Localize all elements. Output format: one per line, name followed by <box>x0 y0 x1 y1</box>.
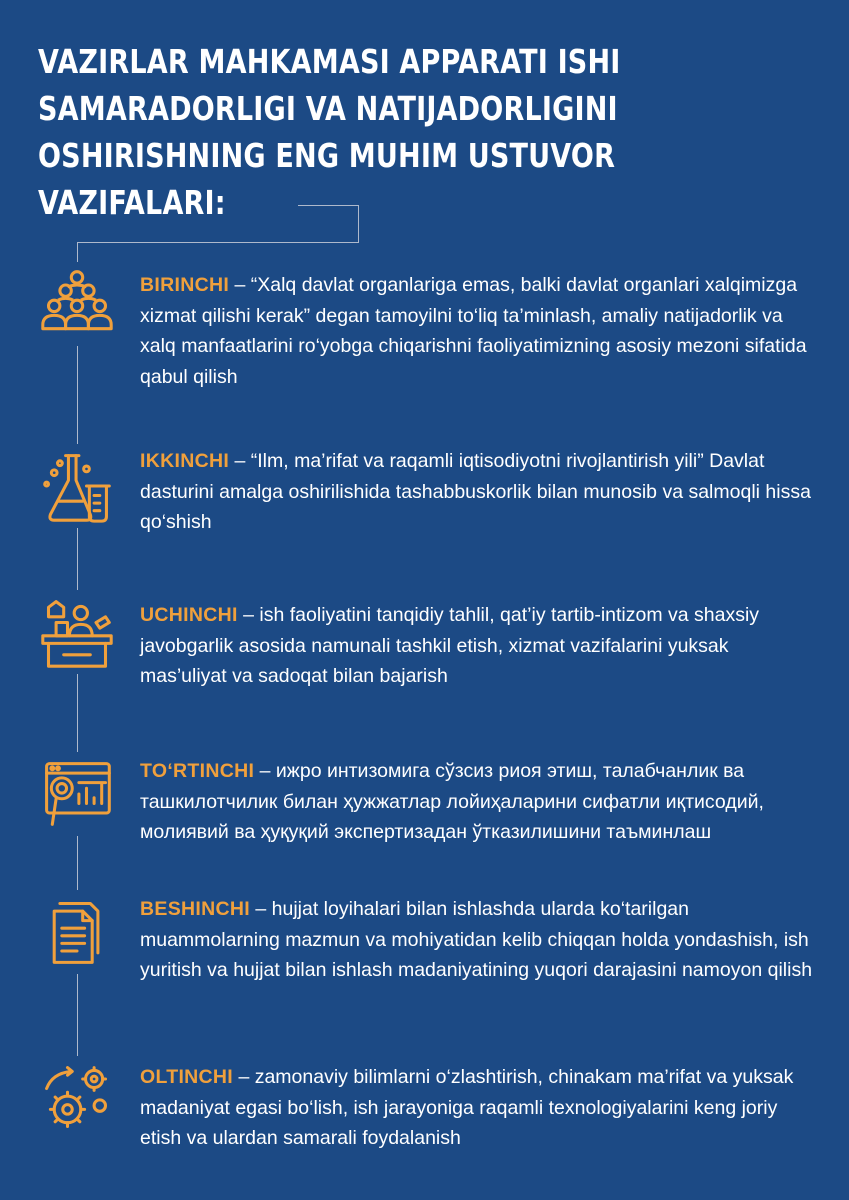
priority-description: – “Ilm, ma’rifat va raqamli iqtisodiyotni rivojlantirish yili” Davlat dasturini amalga oshirilishida tashabbuskorlik bilan munosib va salmoqli hissa qo‘shish <box>140 450 811 533</box>
priority-text <box>140 600 820 692</box>
documents-icon <box>34 890 120 974</box>
title-line: OSHIRISHNING ENG MUHIM USTUVOR <box>38 136 616 175</box>
priority-text <box>140 270 820 392</box>
timeline-line <box>77 242 78 1122</box>
analytics-magnifier-icon <box>34 752 120 836</box>
priority-description: – hujjat loyihalari bilan ishlashda ularda ko‘tarilgan muammolarning mazmun va mohiyatidan kelib chiqqan holda yondashish, ish yuritish va hujjat bilan ishlash madaniyatining yuqori darajasini namoyon qilish <box>140 898 813 981</box>
office-desk-worker-icon <box>34 590 120 674</box>
priority-description: – ижро интизомига сўзсиз риоя этиш, талабчанлик ва ташкилотчилик билан ҳужжатлар лойиҳаларини сифатли иқтисодий, молиявий ва ҳуқуқий экспертизадан ўтказилишини таъминлаш <box>140 760 764 843</box>
people-crowd-icon <box>34 262 120 346</box>
connector-line <box>77 242 359 243</box>
title-line: VAZIFALARI: <box>38 183 226 222</box>
priority-text <box>140 446 820 538</box>
priority-label: BIRINCHI <box>140 274 230 296</box>
title-line: VAZIRLAR MAHKAMASI APPARATI ISHI <box>38 42 621 81</box>
page-title <box>38 38 645 226</box>
priority-label: TO‘RTINCHI <box>140 760 255 782</box>
priority-text <box>140 756 820 848</box>
title-line: SAMARADORLIGI VA NATIJADORLIGINI <box>38 89 618 128</box>
priority-label: IKKINCHI <box>140 450 230 472</box>
priority-label: OLTINCHI <box>140 1066 234 1088</box>
priority-label: BESHINCHI <box>140 898 250 920</box>
gears-icon <box>34 1056 120 1140</box>
priority-description: – zamonaviy bilimlarni o‘zlashtirish, chinakam ma’rifat va yuksak madaniyat egasi bo‘lish, ish jarayoniga raqamli texnologiyalarini keng joriy etish va ulardan samarali foydalanish <box>140 1066 794 1149</box>
connector-line <box>298 205 359 206</box>
priority-text <box>140 894 820 986</box>
priority-label: UCHINCHI <box>140 604 238 626</box>
laboratory-flasks-icon <box>34 444 120 528</box>
priority-text <box>140 1062 820 1154</box>
priority-description: – “Xalq davlat organlariga emas, balki davlat organlari xalqimizga xizmat qilishi kerak” degan tamoyilni to‘liq ta’minlash, amaliy natijadorlik va xalq manfaatlarini ro‘yobga chiqarishni faoliyatimizning asosiy mezoni sifatida qabul qilish <box>140 274 807 388</box>
priority-description: – ish faoliyatini tanqidiy tahlil, qat’iy tartib-intizom va shaxsiy javobgarlik asosida namunali tashkil etish, xizmat vazifalarini yuksak mas’uliyat va sadoqat bilan bajarish <box>140 604 760 687</box>
connector-line <box>358 205 359 243</box>
